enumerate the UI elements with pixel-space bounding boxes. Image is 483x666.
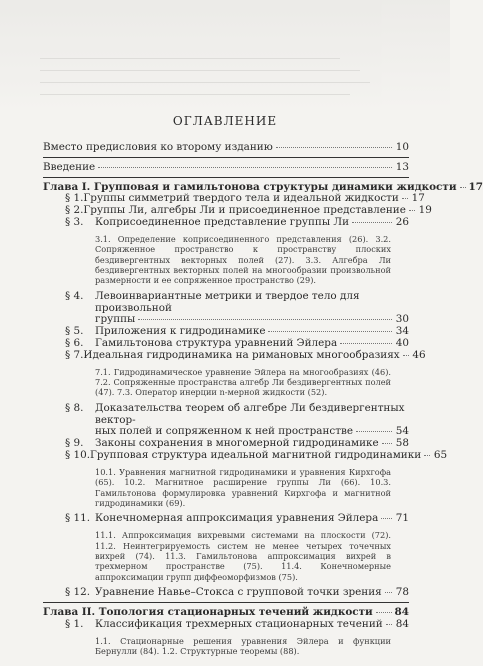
toc-entry-text: Глава II. Топология стационарных течений жидкости (43, 606, 373, 619)
section-number: § 8. (65, 401, 84, 414)
toc-entry-text: Группы симметрий твердого тела и идеальной жидкости (83, 192, 399, 205)
section-number: § 5. (65, 325, 84, 338)
toc-page-number: 17 (468, 180, 483, 193)
toc-section[interactable] (43, 348, 426, 362)
dot-leader (409, 210, 415, 211)
toc-subsections: 7.1. Гидродинамическое уравнение Эйлера на многообразиях (46). 7.2. Сопряженные пространства алгебр Ли бездивергентных полей (47). 7.3. Оператор инерции n-мерной жидкости (52). (95, 366, 391, 398)
divider (43, 157, 409, 158)
toc-page-number: 58 (395, 437, 409, 450)
toc-entry-text: Конечномерная аппроксимация уравнения Эйлера (95, 512, 379, 525)
toc-entry-text: Идеальная гидродинамика на римановых многообразиях (83, 348, 400, 361)
toc-entry-text: Гамильтонова структура уравнений Эйлера (95, 337, 338, 349)
toc-entry-text: Коприсоединенное представление группы Ли (95, 215, 349, 228)
dot-leader (402, 198, 408, 199)
section-number: § 6. (65, 337, 84, 349)
dot-leader (460, 187, 466, 188)
dot-leader (356, 431, 392, 432)
page-title: ОГЛАВЛЕНИЕ (172, 114, 278, 128)
toc-section[interactable] (43, 217, 409, 229)
dot-leader (340, 343, 392, 344)
dot-leader (352, 222, 392, 223)
toc-subsections: 1.1. Стационарные решения уравнения Эйлера и функции Бернулли (84). 1.2. Структурные теоремы (88). (95, 635, 391, 657)
dot-leader (138, 319, 392, 320)
section-number: § 7. (65, 348, 84, 361)
dot-leader (403, 355, 409, 356)
toc-entry-text: ных полей и сопряженном к ней пространстве (95, 425, 353, 438)
dot-leader (386, 624, 392, 625)
toc-page-number: 26 (395, 215, 409, 228)
section-number: § 10. (65, 449, 91, 461)
divider (43, 602, 409, 603)
section-number: § 4. (65, 289, 84, 302)
section-number: § 11. (65, 512, 91, 525)
dot-leader (376, 612, 392, 613)
toc-page-number: 17 (411, 192, 425, 205)
toc-page-number: 65 (433, 449, 448, 461)
toc-entry-text: Групповая структура идеальной магнитной гидродинамики (90, 449, 422, 461)
dot-leader (381, 518, 392, 519)
toc-page-number: 46 (412, 348, 426, 361)
toc-entry-text: Левоинвариантные метрики и твердое тело для произвольной (95, 289, 360, 314)
toc-page-number: 30 (395, 313, 409, 326)
toc-entry-text: Уравнение Навье–Стокса с групповой точки зрения (95, 586, 382, 599)
table-of-contents (43, 141, 483, 657)
dot-leader (424, 455, 430, 456)
toc-entry-text: Классификация трехмерных стационарных течений (95, 617, 383, 630)
toc-section[interactable] (43, 587, 409, 599)
toc-page-number: 78 (395, 586, 409, 599)
toc-section[interactable] (43, 403, 409, 438)
toc-page-number: 40 (395, 337, 409, 349)
dot-leader (276, 147, 392, 148)
dot-leader (382, 443, 392, 444)
toc-entry-text: группы (95, 313, 136, 326)
toc-page-number: 84 (394, 606, 409, 619)
toc-section[interactable] (43, 291, 409, 326)
section-number: § 3. (65, 215, 84, 228)
toc-section[interactable] (43, 513, 409, 525)
toc-entry-text: Доказательства теорем об алгебре Ли бездивергентных вектор- (95, 401, 405, 426)
toc-entry-text: Приложения к гидродинамике (95, 325, 266, 338)
section-number: § 1. (65, 192, 84, 205)
dot-leader (268, 331, 392, 332)
toc-page-number: 84 (395, 617, 409, 630)
toc-section[interactable] (43, 449, 448, 462)
toc-entry-intro[interactable] (43, 162, 409, 174)
toc-section[interactable] (43, 619, 409, 631)
toc-page-number: 19 (418, 204, 432, 217)
toc-entry-text: Введение (43, 160, 96, 173)
toc-entry-text: Вместо предисловия ко второму изданию (43, 141, 273, 153)
toc-page-number: 34 (395, 325, 409, 338)
divider (43, 177, 409, 178)
dot-leader (385, 592, 392, 593)
toc-subsections: 10.1. Уравнения магнитной гидродинамики и уравнения Кирхгофа (65). 10.2. Магнитное расширение группы Ли (66). 10.3. Гамильтонова формулировка уравнений Кирхгофа и магнитной гидродинамики (69). (95, 466, 391, 509)
toc-page-number: 10 (395, 141, 409, 153)
toc-page-number: 54 (395, 425, 409, 438)
toc-entry-text: Законы сохранения в многомерной гидродинамике (95, 437, 379, 450)
toc-subsections: 11.1. Аппроксимация вихревыми системами на плоскости (72). 11.2. Неинтегрируемость систем не менее четырех точечных вихрей (74). 11.3. Гамильтонова аппроксимация вихрей в трехмерном пространстве (75). 11.4. Конечномерные аппроксимации групп диффеоморфизмов (75). (95, 530, 391, 582)
toc-entry-text: Группы Ли, алгебры Ли и присоединенное представление (83, 204, 406, 217)
toc-entry-text: Глава I. Групповая и гамильтонова структуры динамики жидкости (43, 180, 457, 193)
section-number: § 9. (65, 437, 84, 450)
section-number: § 12. (65, 586, 91, 599)
toc-page-number: 71 (395, 512, 409, 525)
toc-subsections: 3.1. Определение коприсоединенного представления (26). 3.2. Сопряженное пространство к пространству плоских бездивергентных векторных полей (27). 3.3. Алгебра Ли бездивергентных векторных полей на многообразии произвольной размерности и ее сопряженное пространство (29). (95, 233, 391, 286)
section-number: § 2. (65, 204, 84, 217)
dot-leader (98, 167, 392, 168)
section-number: § 1. (65, 617, 84, 630)
toc-page-number: 13 (395, 160, 409, 173)
toc-entry-preface[interactable] (43, 142, 409, 154)
